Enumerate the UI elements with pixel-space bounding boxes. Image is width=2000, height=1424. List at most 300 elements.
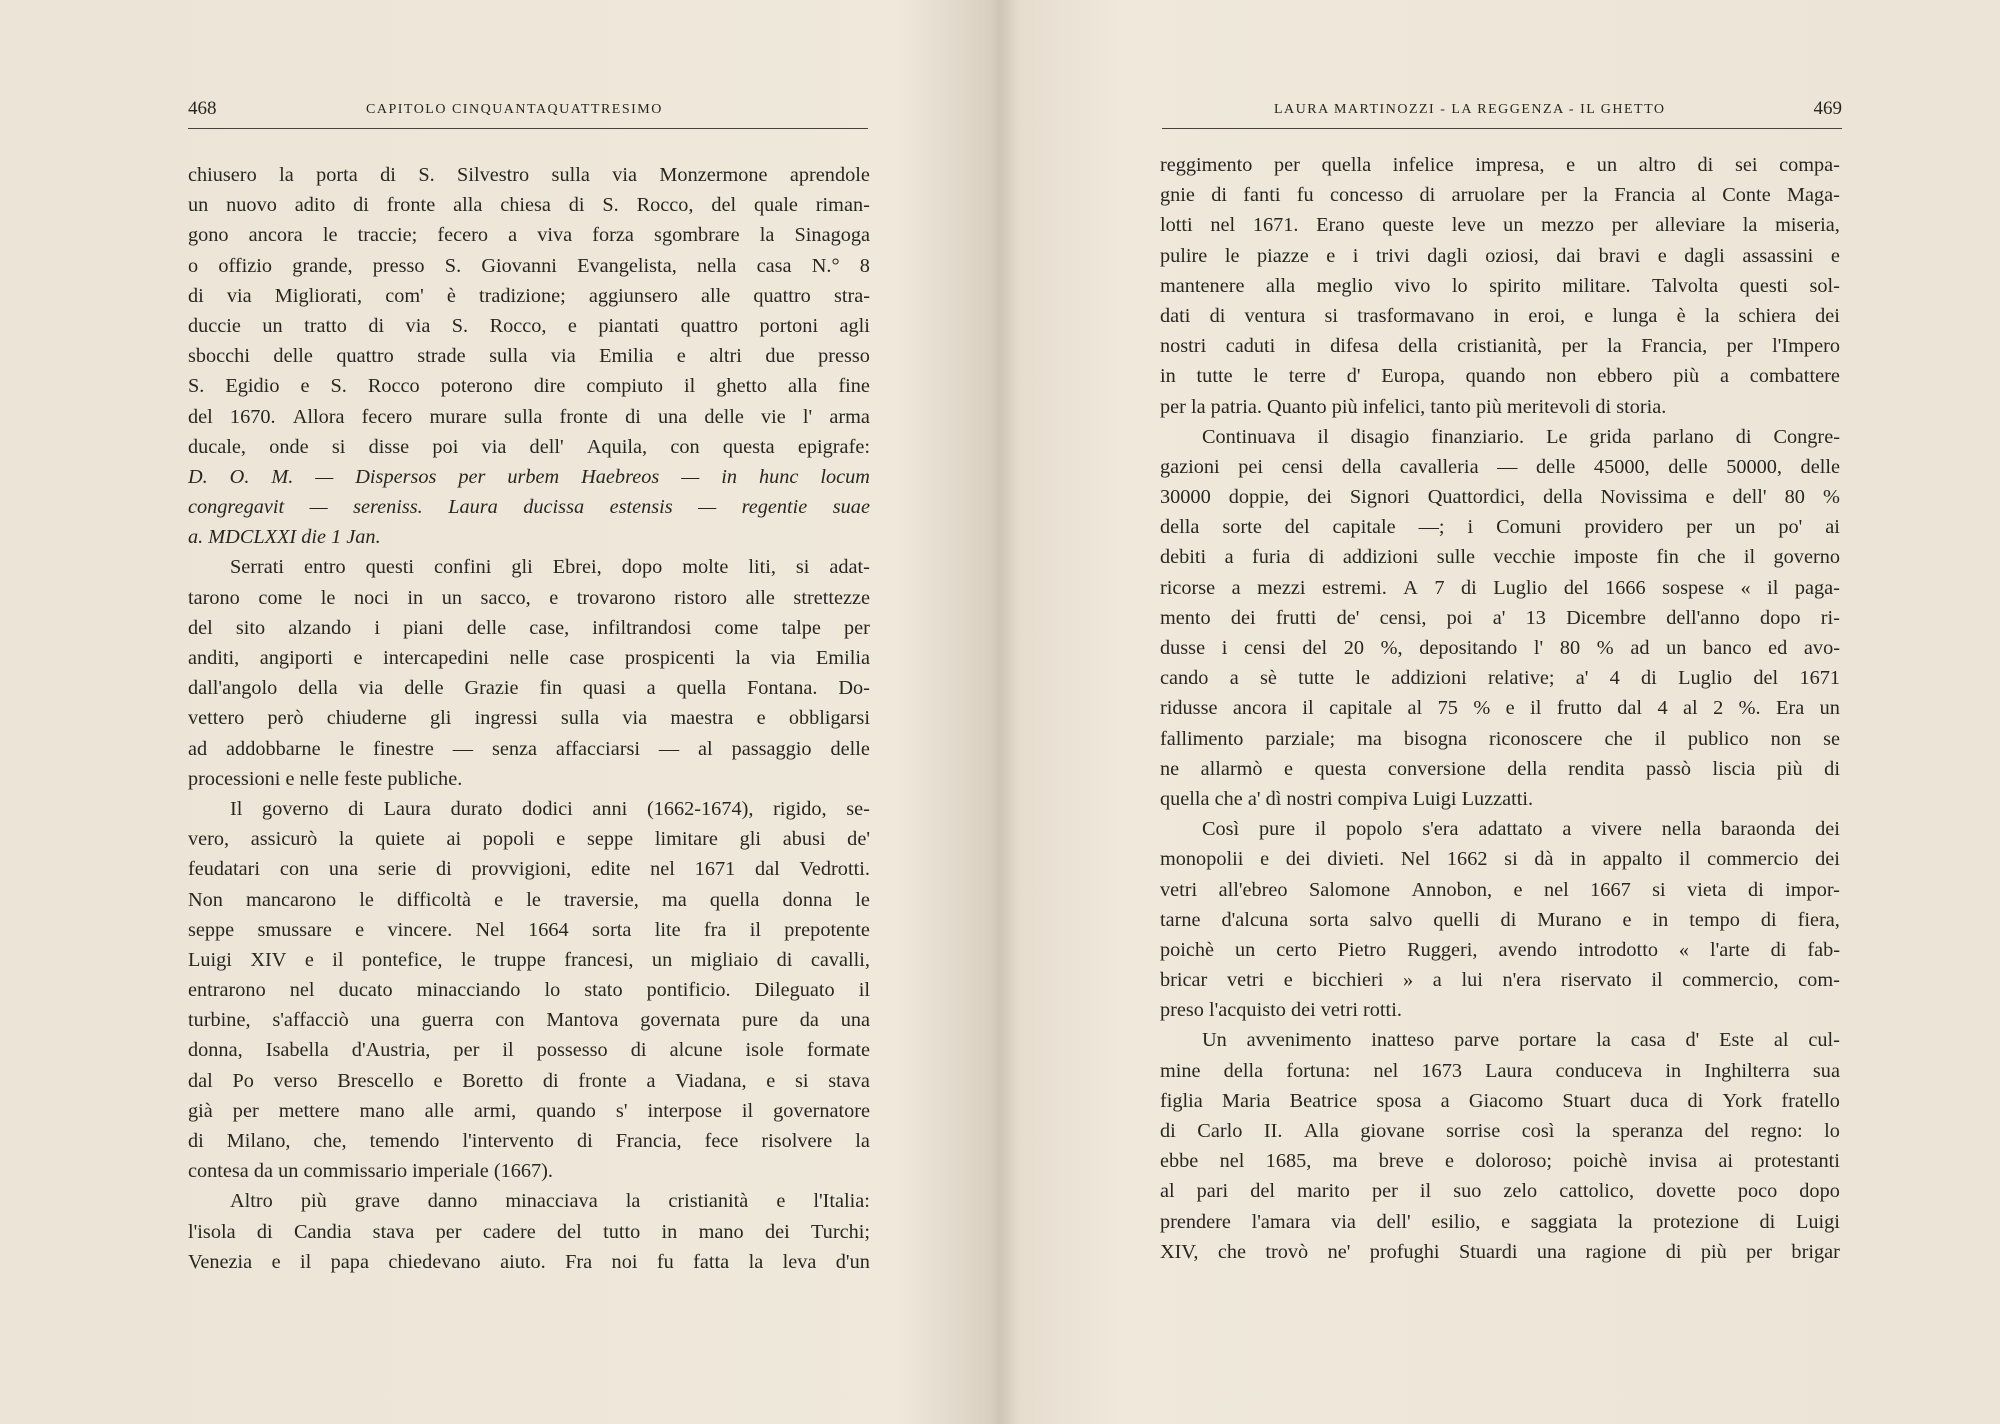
word: Un: [1202, 1029, 1227, 1052]
word: suae: [832, 496, 870, 519]
word: dopo: [1759, 606, 1801, 629]
word: dell'anno: [1666, 606, 1740, 629]
word: per: [1686, 516, 1713, 539]
word: spirito: [1489, 274, 1541, 297]
word: Stuardi: [1458, 1240, 1518, 1263]
word: S.: [188, 375, 205, 398]
word: pulire: [1160, 244, 1208, 267]
word: cristianità: [668, 1190, 749, 1213]
word: —: [698, 496, 717, 519]
text-line: [188, 1005, 870, 1035]
word: il: [858, 979, 870, 1002]
word: in: [1570, 848, 1587, 871]
word: cattolico,: [1559, 1180, 1635, 1203]
word: tarono: [188, 586, 240, 609]
word: cavalli,: [810, 948, 870, 971]
word: e: [494, 888, 504, 911]
word: Este: [1719, 1029, 1755, 1052]
word: abusi: [782, 828, 826, 851]
word: —: [681, 465, 700, 488]
word: fronte: [559, 405, 608, 428]
word: ad: [188, 737, 208, 760]
word: Evangelista,: [577, 254, 677, 277]
word: piani: [403, 616, 444, 639]
word: dei: [1815, 818, 1840, 841]
word: al: [698, 737, 713, 760]
word: urbem: [507, 465, 560, 488]
word: fine: [838, 375, 870, 398]
word: papa: [330, 1250, 369, 1273]
word: donna: [782, 888, 833, 911]
word: anditi,: [188, 647, 240, 669]
page-number: 468: [188, 98, 217, 119]
word: via: [612, 164, 638, 186]
word: doppie,: [1228, 486, 1290, 509]
text-line: [188, 371, 870, 401]
text-line: [1160, 1086, 1840, 1116]
word: Altro: [230, 1190, 273, 1213]
word: l': [1533, 637, 1544, 659]
word: di: [1461, 576, 1477, 599]
word: ragione: [1585, 1240, 1647, 1263]
word: Quattordici,: [1427, 486, 1526, 509]
word: finestre: [373, 737, 434, 760]
word: sulla: [551, 164, 590, 186]
word: del: [557, 1220, 582, 1243]
word: inatteso: [1371, 1029, 1435, 1052]
word: meglio: [1316, 274, 1373, 297]
word: oziosi,: [1485, 244, 1539, 267]
word: vieta: [1687, 878, 1727, 901]
word: 50000,: [1726, 455, 1782, 478]
word: con: [279, 858, 310, 881]
word: fallimento: [1160, 727, 1244, 750]
word: di: [1211, 184, 1227, 207]
word: d'un: [835, 1250, 870, 1273]
word: paga-: [1794, 576, 1840, 599]
word: donna,: [188, 1039, 243, 1062]
word: il: [1419, 1180, 1432, 1203]
word: 80: [1784, 486, 1805, 509]
word: Novissima: [1600, 486, 1688, 509]
word: aiuto.: [500, 1250, 546, 1273]
word: Signori: [1349, 486, 1410, 509]
word: via: [1331, 1210, 1356, 1233]
word: il: [1654, 727, 1666, 750]
right-page-body: [1160, 150, 1840, 1267]
word: per: [435, 1220, 462, 1243]
word: vetri: [1160, 878, 1198, 901]
word: verso: [273, 1069, 318, 1092]
word: di: [1160, 1120, 1176, 1142]
word: è: [446, 284, 456, 307]
word: Così: [1202, 818, 1240, 841]
word: la: [338, 828, 354, 851]
word: introdotto: [1577, 938, 1658, 961]
word: e: [676, 345, 686, 368]
word: 4: [1657, 697, 1668, 720]
word: Francia: [1614, 184, 1676, 207]
word: 1664: [528, 918, 569, 941]
word: noci: [353, 586, 389, 609]
word: quelli: [1433, 908, 1480, 931]
word: po': [1778, 516, 1803, 539]
word: in: [1665, 1059, 1682, 1082]
word: dopo: [1799, 1180, 1840, 1203]
text-line: [188, 281, 870, 311]
word: intercapedini: [383, 647, 489, 669]
word: strade: [417, 345, 466, 368]
word: dell': [1376, 1210, 1411, 1233]
word: di: [188, 284, 204, 307]
word: fratello: [1781, 1089, 1840, 1112]
word: altri: [709, 345, 742, 368]
word: Inghilterra: [1704, 1059, 1790, 1082]
word: entrarono: [188, 979, 266, 1002]
word: di: [188, 1130, 204, 1152]
word: murare: [429, 405, 487, 428]
word: un: [1666, 637, 1687, 659]
word: Ruggeri,: [1407, 938, 1478, 961]
word: talpe: [781, 616, 821, 639]
word: vero,: [188, 828, 230, 851]
word: conduceva: [1555, 1059, 1643, 1082]
word: un: [1596, 154, 1618, 176]
word: un: [441, 586, 463, 609]
word: si: [1652, 878, 1666, 901]
word: questa: [722, 435, 775, 458]
word: eroi,: [1528, 304, 1566, 327]
word: 8: [859, 254, 870, 277]
word: assassini: [1742, 244, 1814, 267]
word: divieti.: [1327, 848, 1385, 871]
word: e: [1830, 244, 1840, 267]
text-line: [188, 462, 870, 492]
word: a': [1492, 606, 1506, 629]
word: e: [1513, 878, 1523, 901]
word: Nel: [475, 918, 505, 941]
word: Vedrotti.: [799, 858, 870, 881]
text-line: [188, 190, 870, 220]
word: alzando: [288, 616, 352, 639]
word: e: [756, 707, 766, 730]
word: nel: [1210, 214, 1236, 237]
word: gazioni: [1160, 455, 1220, 478]
word: pari: [1196, 1180, 1229, 1203]
word: del: [1753, 667, 1779, 690]
word: ristoro: [674, 586, 728, 609]
word: dall'angolo: [188, 677, 278, 700]
word: quattro: [336, 345, 394, 368]
word: protestanti: [1754, 1150, 1840, 1173]
word: a: [508, 224, 518, 247]
word: le: [855, 888, 870, 911]
text-line: [1160, 633, 1840, 663]
word: per: [1371, 1180, 1398, 1203]
text-line: per la patria. Quanto più infelici, tanto più meritevoli di storia.: [1160, 395, 1667, 418]
word: smussare: [257, 918, 332, 941]
word: via: [770, 647, 796, 669]
word: in: [721, 465, 737, 488]
word: ducale,: [188, 435, 246, 458]
word: ventura: [1244, 304, 1306, 327]
word: prepotente: [784, 918, 870, 941]
word: depositando: [1419, 637, 1518, 659]
word: di: [1697, 154, 1714, 176]
word: esilio,: [1431, 1210, 1481, 1233]
text-line: [188, 341, 870, 371]
word: 1671: [694, 858, 736, 881]
word: dagli: [1684, 244, 1725, 267]
word: a: [1229, 667, 1239, 690]
word: fab-: [1807, 938, 1840, 961]
word: all'ebreo: [1218, 878, 1288, 901]
word: militare.: [1562, 274, 1631, 297]
word: traversie,: [563, 888, 639, 911]
word: assicurò: [250, 828, 318, 851]
word: dodici: [522, 797, 573, 820]
word: fu: [656, 1250, 674, 1273]
word: Talvolta: [1651, 274, 1719, 297]
word: brigar: [1791, 1240, 1840, 1263]
word: tutto: [603, 1220, 641, 1243]
word: Luglio: [1678, 667, 1733, 690]
word: le: [1224, 244, 1240, 267]
word: e: [271, 1250, 281, 1273]
word: gli: [511, 556, 533, 579]
text-line: [188, 975, 870, 1005]
word: giovane: [1360, 1120, 1425, 1142]
word: 1667: [1590, 878, 1631, 901]
word: per: [844, 616, 870, 639]
word: sospese: [1662, 576, 1725, 599]
word: sorte: [1222, 516, 1262, 539]
word: della: [1543, 486, 1583, 509]
word: ma: [1332, 1150, 1358, 1173]
word: le: [359, 888, 374, 911]
word: Isabella: [265, 1039, 329, 1062]
text-line: [1160, 361, 1840, 391]
word: in: [1652, 908, 1669, 931]
word: caduti: [1225, 335, 1276, 358]
word: de': [1336, 606, 1360, 629]
word: parve: [1454, 1029, 1500, 1052]
word: con: [495, 1009, 525, 1032]
word: poterono: [440, 375, 513, 398]
word: ingressi: [474, 707, 538, 730]
word: duca: [1630, 1089, 1669, 1112]
text-line: [1160, 331, 1840, 361]
word: stava: [372, 1220, 415, 1243]
word: Maria: [1222, 1089, 1271, 1112]
word: tradizione;: [479, 284, 566, 307]
word: Brescello: [337, 1069, 414, 1092]
word: il: [1743, 546, 1756, 569]
word: s'era: [1422, 818, 1459, 841]
word: 80: [1559, 637, 1581, 659]
right-page-header: [1162, 98, 1842, 129]
word: di: [1419, 184, 1436, 207]
text-line: a. MDCLXXI die 1 Jan.: [188, 526, 381, 549]
word: alcune: [669, 1039, 723, 1062]
word: il: [749, 918, 761, 941]
word: di: [625, 405, 641, 428]
word: risolvere: [761, 1130, 833, 1152]
text-line: [1160, 603, 1840, 633]
word: dati: [1160, 304, 1191, 327]
word: avo-: [1803, 637, 1840, 659]
word: che: [1697, 546, 1726, 569]
word: senza: [491, 737, 538, 760]
word: censi: [1281, 455, 1324, 478]
word: 4: [1609, 667, 1620, 690]
word: di: [1770, 938, 1787, 961]
word: dell': [529, 435, 564, 458]
word: di: [1747, 878, 1764, 901]
text-line: [188, 613, 870, 643]
word: e: [355, 918, 365, 941]
word: A: [1403, 576, 1418, 599]
word: più: [1673, 365, 1700, 388]
word: lunga: [1612, 304, 1658, 327]
word: le: [322, 224, 338, 247]
word: l'intervento: [462, 1130, 554, 1152]
word: Laura: [383, 797, 431, 820]
word: e: [1622, 908, 1632, 931]
word: per: [232, 1099, 259, 1122]
word: che,: [313, 1130, 347, 1152]
word: Ebrei,: [552, 556, 602, 579]
text-line: [188, 552, 870, 582]
text-line: [188, 1126, 870, 1156]
word: lite: [654, 918, 681, 941]
word: leva: [782, 1250, 817, 1273]
word: del: [188, 616, 213, 639]
word: traccie;: [357, 224, 418, 247]
word: a: [1440, 1089, 1450, 1112]
word: feudatari: [188, 858, 261, 881]
text-line: [1160, 512, 1840, 542]
word: invisa: [1648, 1150, 1698, 1173]
word: figlia: [1160, 1089, 1203, 1112]
word: Pietro: [1337, 938, 1387, 961]
word: di: [353, 194, 369, 217]
word: Venezia: [188, 1250, 253, 1273]
word: vivo: [1394, 274, 1431, 297]
word: quattro: [753, 284, 811, 307]
word: strettezze: [793, 586, 870, 609]
word: adattato: [1478, 818, 1543, 841]
word: se-: [846, 797, 870, 820]
word: fecero: [437, 224, 489, 247]
word: bicchieri: [1312, 969, 1384, 992]
word: Il: [230, 797, 243, 820]
word: «: [1740, 576, 1751, 599]
word: regentie: [741, 496, 808, 519]
word: mano: [359, 1099, 405, 1122]
word: Non: [188, 888, 223, 911]
word: com-: [1798, 969, 1840, 992]
word: e: [766, 1069, 776, 1092]
word: l'Impero: [1772, 335, 1840, 358]
word: »: [1403, 969, 1414, 992]
word: Rocco,: [489, 314, 547, 337]
word: cadere: [482, 1220, 536, 1243]
word: si: [795, 556, 810, 579]
text-line: [1160, 1146, 1840, 1176]
text-line: [188, 945, 870, 975]
word: %: [1596, 637, 1614, 659]
word: sè: [1259, 667, 1277, 690]
word: poi: [1446, 606, 1473, 629]
word: le: [460, 948, 476, 971]
word: commercio: [1707, 848, 1799, 871]
word: Murano: [1537, 908, 1602, 931]
word: O.: [229, 465, 250, 488]
word: Do-: [838, 677, 870, 700]
text-line: [188, 794, 870, 824]
word: schiera: [1738, 304, 1796, 327]
word: s': [615, 1099, 628, 1122]
word: trovò: [1265, 1240, 1309, 1263]
word: prendere: [1160, 1210, 1231, 1233]
word: per: [1541, 184, 1567, 207]
word: una: [1536, 1240, 1567, 1263]
word: di: [630, 1039, 647, 1062]
word: di: [1824, 757, 1840, 780]
left-page-header: [188, 98, 868, 129]
word: 30000: [1160, 486, 1211, 509]
word: infiltrandosi: [592, 616, 692, 639]
word: fanti: [1243, 184, 1281, 207]
text-line: quella che a' dì nostri compiva Luigi Luzzatti.: [1160, 787, 1534, 810]
word: lui: [1461, 969, 1483, 992]
word: lotti: [1160, 214, 1193, 237]
word: dei: [764, 1220, 790, 1243]
word: nel: [289, 979, 315, 1002]
word: la: [735, 647, 751, 669]
word: una: [370, 1009, 400, 1032]
word: per: [1561, 335, 1588, 358]
word: protezione: [1653, 1210, 1739, 1233]
word: vivere: [1591, 818, 1642, 841]
word: cristianità,: [1457, 335, 1543, 358]
word: ducissa: [523, 496, 585, 519]
word: il: [1530, 697, 1542, 720]
word: mancarono: [246, 888, 337, 911]
word: poichè: [1160, 938, 1215, 961]
word: dal: [1617, 697, 1643, 720]
word: Giovanni: [481, 254, 557, 277]
word: da: [799, 1009, 819, 1032]
word: dal: [188, 1069, 213, 1092]
word: mano: [698, 1220, 744, 1243]
word: del: [1250, 1180, 1275, 1203]
word: l'isola: [188, 1220, 236, 1243]
word: Luigi: [188, 948, 232, 971]
word: presso: [372, 254, 425, 277]
word: terre: [1288, 365, 1326, 388]
word: a: [1719, 365, 1729, 388]
word: ne': [1327, 1240, 1351, 1263]
word: ri-: [1820, 606, 1840, 629]
word: grida: [1589, 425, 1632, 448]
word: l'arte: [1709, 938, 1750, 961]
word: poco: [1737, 1180, 1778, 1203]
text-line: [188, 1217, 870, 1247]
word: e: [1260, 848, 1270, 871]
word: e: [567, 314, 577, 337]
